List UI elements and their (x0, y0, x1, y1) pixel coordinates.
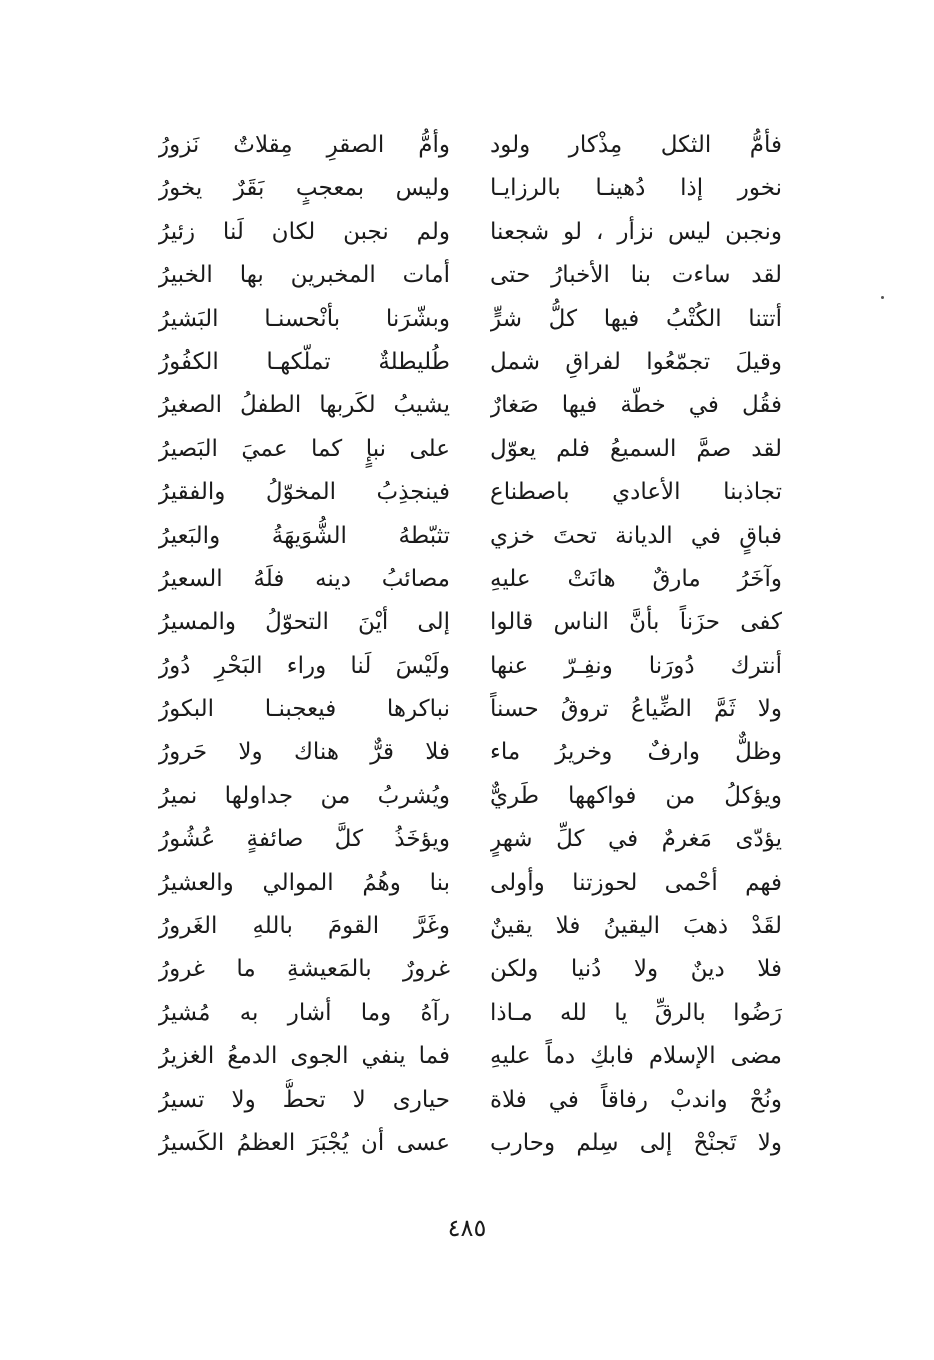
verse-first-hemistich: كفى حزَناً بأنَّ الناس قالوا (490, 609, 782, 636)
verse-first-hemistich: لقَدْ ذهبَ اليقينُ فلا يقينٌ (490, 913, 782, 940)
verse-second-hemistich: نباكرها فيعجبنـا البكورُ (158, 696, 450, 723)
verse-first-hemistich: فهم أحْمى لحوزتنا وأولى (490, 869, 782, 896)
verse-line (158, 645, 782, 688)
verse-first-hemistich: لقد صمَّ السميعُ فلم يعوّل (490, 435, 782, 462)
verse-first-hemistich: أنترك دُورَنا ونفِـرّ عنها (490, 652, 782, 679)
verse-second-hemistich: وليس بمعجبٍ بَقَرٌ يخورُ (158, 175, 450, 202)
verse-second-hemistich: أمات المخبرين بها الخبيرُ (158, 262, 450, 289)
verse-line (158, 688, 782, 731)
verse-second-hemistich: ويُشربُ من جداولها نميرُ (158, 782, 450, 809)
verse-line (158, 167, 782, 210)
verse-first-hemistich: تجاذبنا الأعادي باصطناع (490, 479, 782, 506)
verse-line (158, 992, 782, 1035)
verse-line (158, 515, 782, 558)
verse-line (158, 1079, 782, 1122)
verse-second-hemistich: ولم نجبن لكان لَنا زئيرُ (158, 218, 450, 245)
verse-second-hemistich: فلا قرٌّ هناك ولا حَرورُ (158, 739, 450, 766)
verse-second-hemistich: عسى أن يُجْبَرَ العظمُ الكَسيرُ (158, 1129, 450, 1156)
verse-second-hemistich: ويؤخَذُ كلَّ صائفةٍ عُشُورُ (158, 826, 450, 853)
verse-first-hemistich: مضى الإسلام فابكِ دماً عليهِ (490, 1043, 782, 1070)
verse-line (158, 775, 782, 818)
verse-first-hemistich: أتتنا الكُتْبُ فيها كلُّ شرٍّ (490, 305, 782, 332)
verse-first-hemistich: ويؤكلُ من فواكهها طَريٌّ (490, 782, 782, 809)
verse-first-hemistich: وقيلَ تجمّعُوا لفراقِ شمل (490, 348, 782, 375)
verse-line (158, 558, 782, 601)
verse-second-hemistich: بنا وهُمُ الموالي والعشيرُ (158, 869, 450, 896)
verse-second-hemistich: وبشّرَنا بأنْحسنـا البَشيرُ (158, 305, 450, 332)
verse-first-hemistich: فباقٍ في الديانة تحتَ خزي (490, 522, 782, 549)
verse-second-hemistich: إلى أيْنَ التحوّلُ والمسيرُ (158, 609, 450, 636)
verse-first-hemistich: وآخَرُ مارقٌ هانَتْ عليهِ (490, 565, 782, 592)
verse-second-hemistich: طُليطلةٌ تملّكهـا الكفُورُ (158, 348, 450, 375)
verse-line (158, 384, 782, 427)
verse-line (158, 211, 782, 254)
verse-first-hemistich: ونُحْ واندبْ رفاقاً في فلاة (490, 1086, 782, 1113)
verse-first-hemistich: ونجبن ليس نزأر ، لو شجعنا (490, 218, 782, 245)
verse-first-hemistich: ولا ثَمَّ الضِّياعُ تروقُ حسناً (490, 696, 782, 723)
verse-line (158, 1122, 782, 1165)
verse-line (158, 731, 782, 774)
verse-second-hemistich: تثبّطهُ الشُّوَيهَةُ والبَعيرُ (158, 522, 450, 549)
verse-line (158, 124, 782, 167)
verse-line (158, 818, 782, 861)
verse-second-hemistich: فما ينفي الجوى الدمعُ الغزيرُ (158, 1043, 450, 1070)
verse-second-hemistich: غرورٌ بالمَعيشةِ ما غرورُ (158, 956, 450, 983)
verse-line (158, 601, 782, 644)
print-speck (881, 296, 884, 299)
page-number: ٤٨٥ (447, 1214, 487, 1242)
verse-line (158, 862, 782, 905)
verse-first-hemistich: فلا دينٌ ولا دُنيا ولكن (490, 956, 782, 983)
verse-second-hemistich: مصائبُ دينه فلَهُ السعيرُ (158, 565, 450, 592)
verse-line (158, 254, 782, 297)
verse-first-hemistich: لقد ساءت بنا الأخبارُ حتى (490, 262, 782, 289)
verse-line (158, 471, 782, 514)
verse-second-hemistich: على نبإٍ كما عميَ البَصيرُ (158, 435, 450, 462)
verse-second-hemistich: وأمُّ الصقرِ مِقلاتٌ نَزورُ (158, 132, 450, 158)
verse-line (158, 1035, 782, 1078)
verse-second-hemistich: ولَيْسَ لَنا وراء البَحْرِ دُورُ (158, 652, 450, 679)
verse-line (158, 298, 782, 341)
verse-first-hemistich: رَضُوا بالرقِّ يا لله مـاذا (490, 999, 782, 1026)
verse-first-hemistich: يؤدّى مَغرمٌ في كلِّ شهرٍ (490, 826, 782, 853)
verse-second-hemistich: رآهُ وما أشار به مُشيرُ (158, 999, 450, 1026)
verse-line (158, 905, 782, 948)
verse-first-hemistich: فأمُّ الثكل مِذْكار ولود (490, 132, 782, 158)
verse-first-hemistich: ولا تَجنْحْ إلى سِلم وحارب (490, 1129, 782, 1156)
verse-second-hemistich: حيارى لا تحطُّ ولا تسيرُ (158, 1086, 450, 1113)
verse-first-hemistich: فقُل في خطّة فيها صَغارٌ (490, 392, 782, 419)
verse-line (158, 948, 782, 991)
verse-line (158, 428, 782, 471)
verse-first-hemistich: نخور إذا دُهينـا بالرزايـا (490, 175, 782, 202)
poem-body (158, 124, 782, 1165)
verse-first-hemistich: وظلٌّ وارفٌ وخريرُ ماء (490, 739, 782, 766)
verse-line (158, 341, 782, 384)
verse-second-hemistich: فينجذِبُ المخوّلُ والفقيرُ (158, 479, 450, 506)
verse-second-hemistich: يشيبُ لكَربها الطفلُ الصغيرُ (158, 392, 450, 419)
verse-second-hemistich: وغَرَّ القومَ باللهِ الغَرورُ (158, 913, 450, 940)
